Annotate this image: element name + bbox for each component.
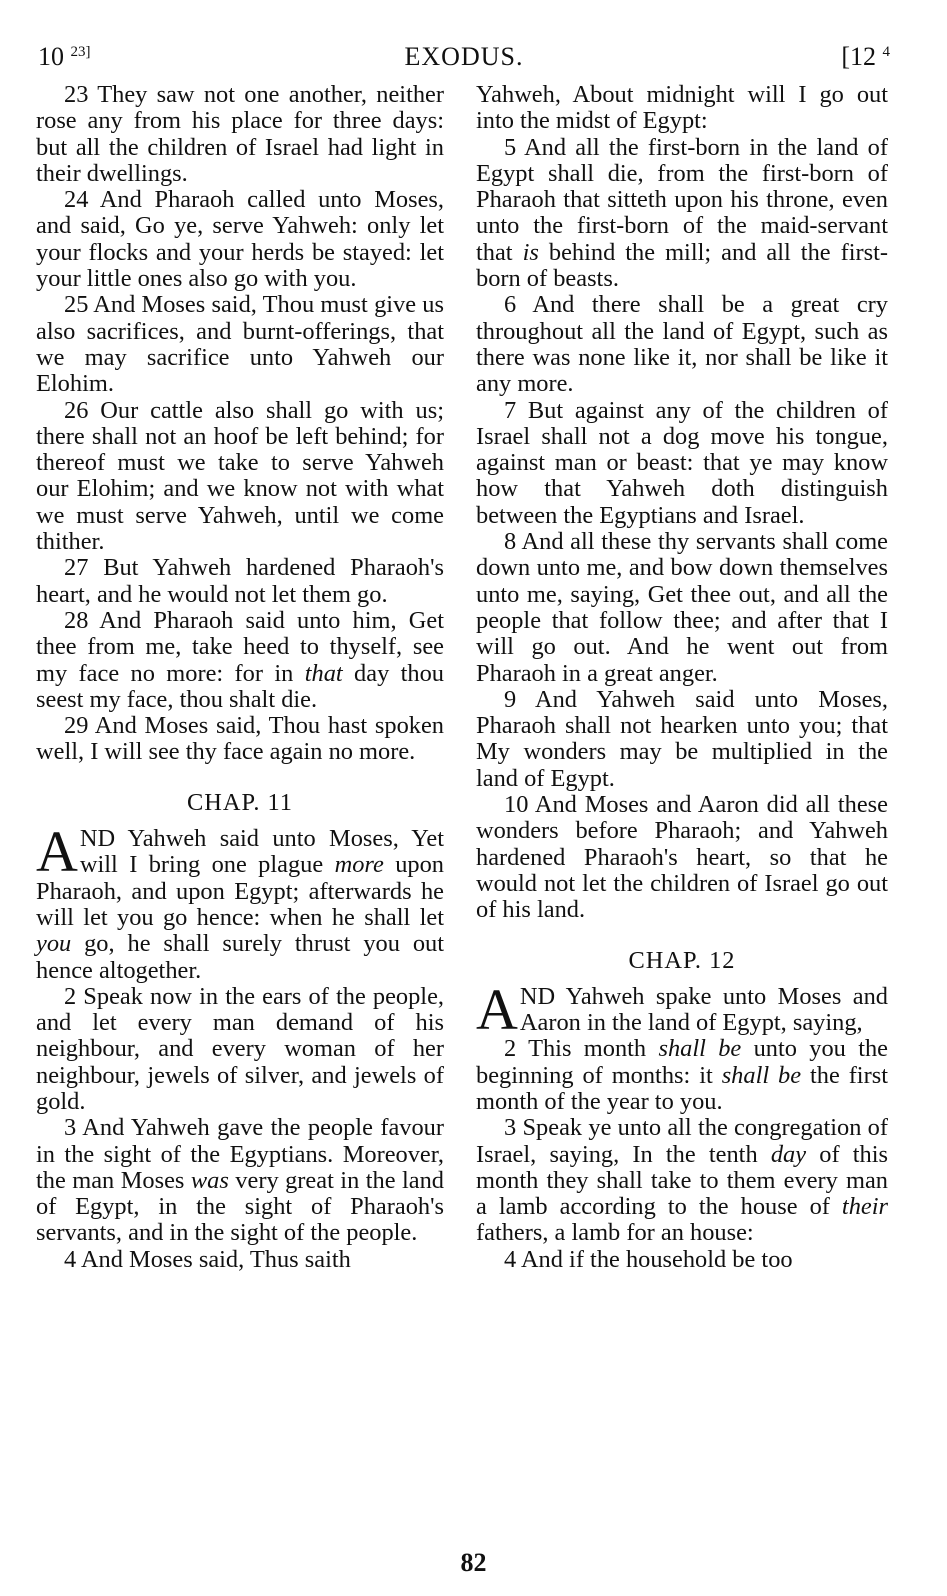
- verse-12-1: AND Yahweh spake unto Moses and Aaron in the land of Egypt, saying,: [476, 976, 888, 1042]
- book-title: EXODUS.: [404, 42, 524, 71]
- left-column: [36, 82, 444, 1273]
- verse-11-4: 4 And Moses said, Thus saith: [64, 1245, 351, 1273]
- verse-10-28: 28 And Pharaoh said unto him, Get thee from me, take heed to thyself, see my face no more: for in that day thou seest my face, thou shalt die.: [36, 606, 445, 713]
- verse-11-7: 7 But against any of the children of Israel shall not a dog move his tongue, against man or beast: that ye may know how that Yahweh doth distinguish between the Egyptians and Israel.: [476, 396, 888, 529]
- verse-12-3: 3 Speak ye unto all the congregation of Israel, saying, In the tenth day of this month they shall take to them every man a lamb according to the house of their fathers, a lamb for an house:: [476, 1114, 888, 1247]
- verse-10-29: 29 And Moses said, Thou hast spoken well, I will see thy face again no more.: [36, 712, 444, 766]
- verse-11-3: 3 And Yahweh gave the people favour in the sight of the Egyptians. Moreover, the man Moses was very great in the land of Egypt, in the sight of Pharaoh's servants, and in the sight of the people.: [36, 1114, 444, 1247]
- page-number: 82: [460, 1548, 487, 1577]
- verse-11-10: 10 And Moses and Aaron did all these wonders before Pharaoh; and Yahweh hardened Pharaoh's heart, so that he would not let the children of Israel go out of his land.: [476, 791, 888, 924]
- verse-10-23: 23 They saw not one another, neither rose any from his place for three days: but all the children of Israel had light in their dwellings.: [36, 81, 444, 187]
- drop-cap: A: [36, 819, 78, 885]
- verse-10-27: 27 But Yahweh hardened Pharaoh's heart, and he would not let them go.: [36, 554, 444, 608]
- verse-11-2: 2 Speak now in the ears of the people, and let every man demand of his neighbour, and every woman of her neighbour, jewels of silver, and jewels of gold.: [36, 982, 444, 1115]
- verse-11-8: 8 And all these thy servants shall come down unto me, and bow down themselves unto me, saying, Get thee out, and all the people that follow thee; and after that I will go out. And he went out from Pharaoh in a great anger.: [476, 528, 888, 687]
- running-header: [38, 42, 890, 82]
- verse-10-26: 26 Our cattle also shall go with us; there shall not an hoof be left behind; for thereof must we take to serve Yahweh our Elohim; and we know not with what we must serve Yahweh, until we come thither.: [36, 396, 444, 556]
- right-column: [476, 82, 888, 1273]
- verse-11-5: 5 And all the first-born in the land of Egypt shall die, from the first-born of Pharaoh that sitteth upon his throne, even unto the first-born of the maid-servant that is behind the mill; and all the first-born of beasts.: [476, 133, 889, 293]
- verse-11-4-continued: Yahweh, About midnight will I go out into the midst of Egypt:: [476, 81, 888, 135]
- chapter-heading-11: CHAP. 11: [186, 788, 294, 816]
- drop-cap: A: [476, 976, 518, 1042]
- header-verse-end: [12 $^4$: [841, 42, 890, 71]
- verse-11-1: AND Yahweh said unto Moses, Yet will I bring one plague more upon Pharaoh, and upon Egypt; afterwards he will let you go hence: when he shall let you go, he shall surely thrust you out hence altogether.: [36, 819, 444, 984]
- verse-10-24: 24 And Pharaoh called unto Moses, and said, Go ye, serve Yahweh: only let your flocks and your herds be stayed: let your little ones also go with you.: [36, 186, 444, 293]
- chapter-heading-12: CHAP. 12: [628, 946, 736, 974]
- verse-11-6: 6 And there shall be a great cry throughout all the land of Egypt, such as there was none like it, nor shall be like it any more.: [476, 291, 888, 398]
- verse-12-2: 2 This month shall be unto you the beginning of months: it shall be the first month of the year to you.: [476, 1035, 888, 1115]
- verse-11-9: 9 And Yahweh said unto Moses, Pharaoh shall not hearken unto you; that My wonders may be multiplied in the land of Egypt.: [476, 685, 888, 792]
- verse-10-25: 25 And Moses said, Thou must give us also sacrifices, and burnt-offerings, that we may sacrifice unto Yahweh our Elohim.: [36, 291, 444, 398]
- header-verse-start: 10 $^{23]}$: [38, 42, 91, 71]
- verse-12-4: 4 And if the household be too: [504, 1245, 793, 1273]
